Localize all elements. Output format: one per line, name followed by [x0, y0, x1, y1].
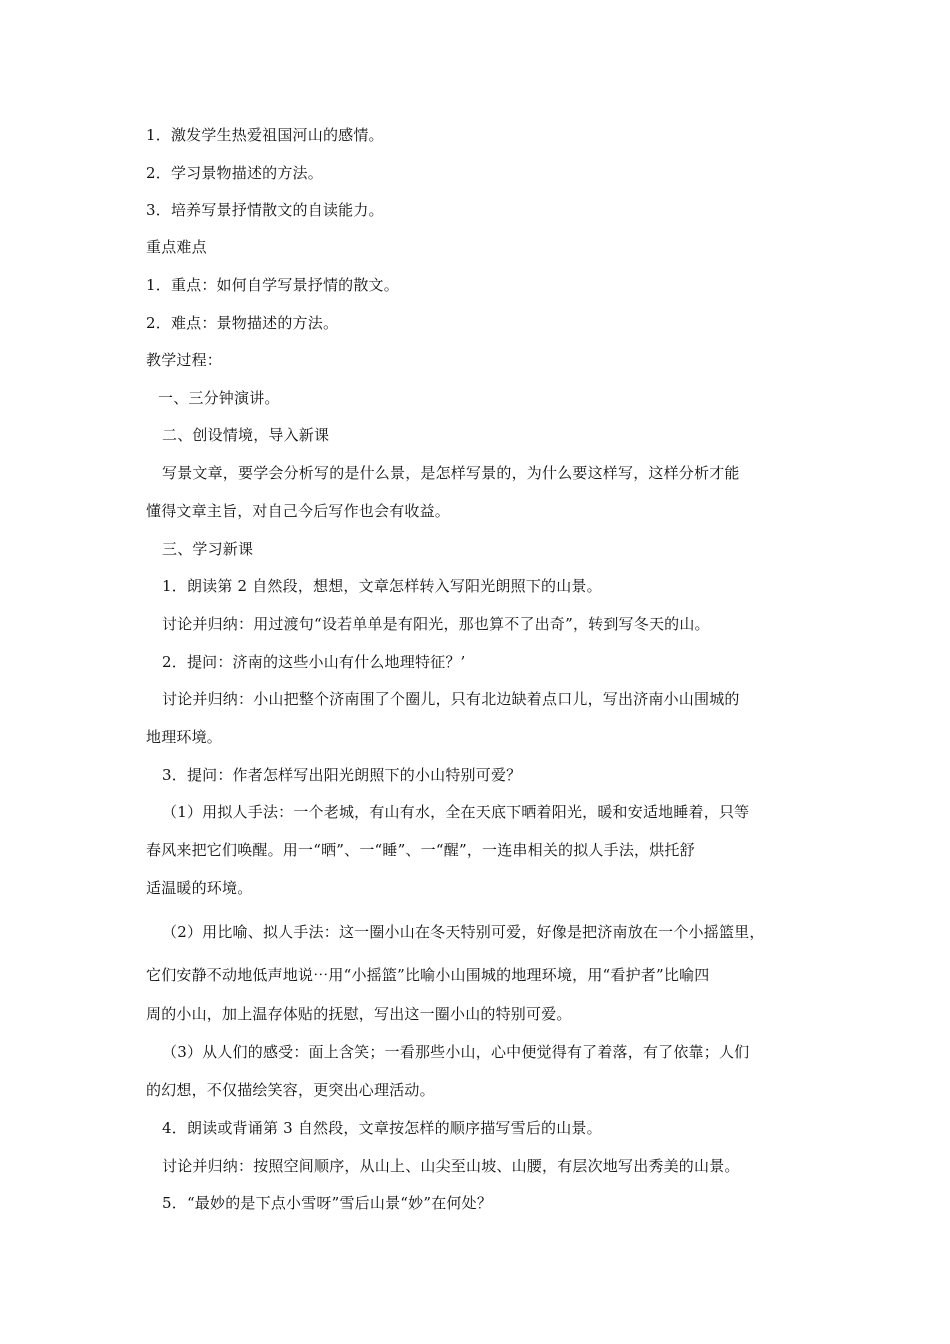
objective-2: 2．学习景物描述的方法。: [146, 164, 323, 182]
objective-3: 3．培养写景抒情散文的自读能力。: [146, 201, 384, 219]
paragraph-line: 懂得文章主旨，对自己今后写作也会有收益。: [146, 502, 451, 520]
point-3-2: （2）用比喻、拟人手法：这一圈小山在冬天特别可爱，好像是把济南放在一个小摇篮里，: [162, 923, 765, 941]
paragraph-line: 春风来把它们唤醒。用一“晒”、一“睡”、一“醒”，一连串相关的拟人手法，烘托舒: [146, 841, 695, 859]
section-heading-process: 教学过程：: [146, 351, 223, 369]
question-4: 4．朗读或背诵第 3 自然段，文章按怎样的顺序描写雪后的山景。: [162, 1119, 602, 1137]
section-heading-key-points: 重点难点: [146, 238, 207, 256]
question-1: 1．朗读第 2 自然段，想想，文章怎样转入写阳光朗照下的山景。: [162, 577, 602, 595]
question-2: 2．提问：济南的这些小山有什么地理特征？’: [162, 653, 466, 671]
paragraph-line: 的幻想，不仅描绘笑容，更突出心理活动。: [146, 1081, 435, 1099]
step-heading-2: 二、创设情境，导入新课: [162, 426, 330, 444]
paragraph-line: 适温暖的环境。: [146, 879, 253, 897]
step-heading-3: 三、学习新课: [162, 540, 254, 558]
discussion-2: 讨论并归纳：小山把整个济南围了个圈儿，只有北边缺着点口儿，写出济南小山围城的: [162, 690, 740, 708]
key-point-2: 2．难点：景物描述的方法。: [146, 314, 339, 332]
discussion-1: 讨论并归纳：用过渡句“设若单单是有阳光，那也算不了出奇”，转到写冬天的山。: [162, 615, 710, 633]
paragraph-line: 周的小山，加上温存体贴的抚慰，写出这一圈小山的特别可爱。: [146, 1005, 572, 1023]
question-3: 3．提问：作者怎样写出阳光朗照下的小山特别可爱？: [162, 766, 522, 784]
question-5: 5．“最妙的是下点小雪呀”雪后山景“妙”在何处？: [162, 1194, 493, 1212]
point-3-3: （3）从人们的感受：面上含笑；一看那些小山，心中便觉得有了着落，有了依靠；人们: [162, 1043, 750, 1061]
key-point-1: 1．重点：如何自学写景抒情的散文。: [146, 276, 399, 294]
discussion-4: 讨论并归纳：按照空间顺序，从山上、山尖至山坡、山腰，有层次地写出秀美的山景。: [162, 1157, 740, 1175]
point-3-1: （1）用拟人手法：一个老城，有山有水，全在天底下晒着阳光，暖和安适地睡着，只等: [162, 803, 750, 821]
paragraph-line: 地理环境。: [146, 728, 223, 746]
paragraph-line: 写景文章，要学会分析写的是什么景，是怎样写景的，为什么要这样写，这样分析才能: [162, 464, 740, 482]
step-heading-1: 一、三分钟演讲。: [158, 389, 280, 407]
paragraph-line: 它们安静不动地低声地说⋯用“小摇篮”比喻小山围城的地理环境，用“看护者”比喻四: [146, 966, 710, 984]
objective-1: 1．激发学生热爱祖国河山的感情。: [146, 126, 384, 144]
